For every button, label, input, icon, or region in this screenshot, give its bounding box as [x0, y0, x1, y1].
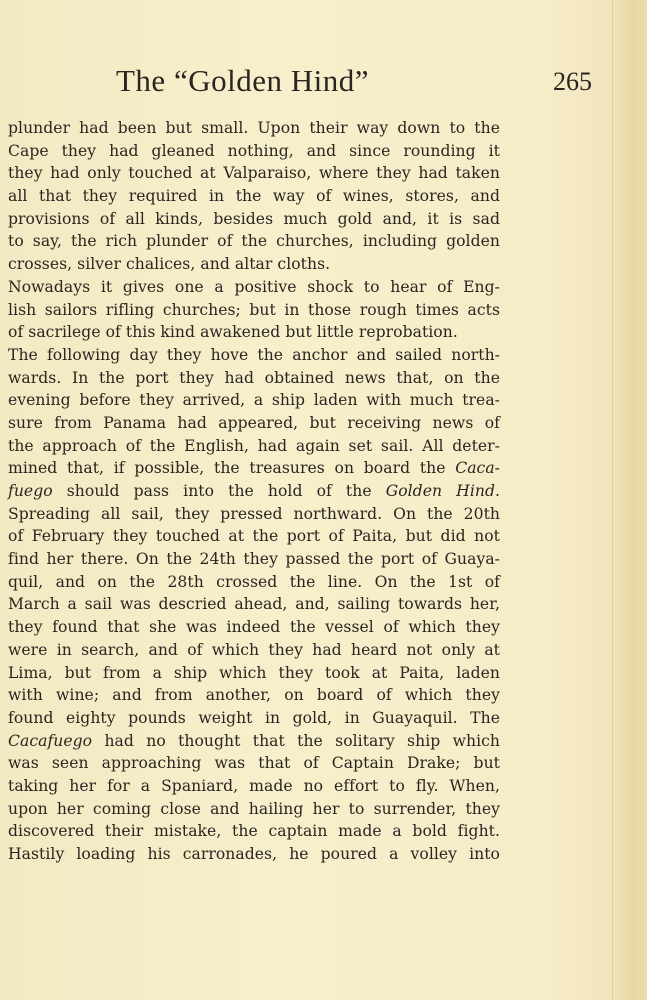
- text-line: discovered their mistake, the captain made a bold fight.: [8, 822, 500, 841]
- text-line: with wine; and from another, on board of which they: [8, 686, 500, 705]
- page-edge: [612, 0, 647, 1000]
- running-title: The “Golden Hind”: [116, 63, 369, 98]
- text-line: Cacafuego had no thought that the solitary ship which: [8, 731, 500, 750]
- text-line: Lima, but from a ship which they took at Paita, laden: [8, 663, 500, 682]
- text-line: upon her coming close and hailing her to surrender, they: [8, 799, 500, 818]
- text-line: of sacrilege of this kind awakened but little reprobation.: [8, 323, 458, 342]
- text-line: they found that she was indeed the vessel of which they: [8, 618, 500, 637]
- text-line: they had only touched at Valparaiso, where they had taken: [8, 164, 500, 183]
- text-line: quil, and on the 28th crossed the line. On the 1st of: [8, 572, 500, 591]
- text-line: of February they touched at the port of Paita, but did not: [8, 527, 500, 546]
- text-line: March a sail was descried ahead, and, sailing towards her,: [8, 595, 500, 614]
- text-line: found eighty pounds weight in gold, in Guayaquil. The: [8, 708, 500, 727]
- page-header: [8, 63, 600, 103]
- text-line: mined that, if possible, the treasures on board the Caca-: [8, 459, 500, 478]
- text-line: evening before they arrived, a ship laden with much trea-: [8, 391, 500, 410]
- text-line: plunder had been but small. Upon their way down to the: [8, 119, 500, 137]
- text-line: Hastily loading his carronades, he poured a volley into: [8, 845, 500, 863]
- text-line: Spreading all sail, they pressed northward. On the 20th: [8, 504, 500, 523]
- text-line: sure from Panama had appeared, but receiving news of: [8, 413, 500, 432]
- text-line: wards. In the port they had obtained news that, on the: [8, 368, 500, 387]
- text-line: Cape they had gleaned nothing, and since rounding it: [8, 141, 500, 160]
- text-line: The following day they hove the anchor and sailed north-: [8, 345, 500, 364]
- text-line: all that they required in the way of wines, stores, and: [8, 187, 500, 206]
- body-text: [8, 117, 500, 866]
- text-line: were in search, and of which they had heard not only at: [8, 640, 500, 659]
- page-number: 265: [553, 67, 592, 96]
- text-line: lish sailors rifling churches; but in those rough times acts: [8, 300, 500, 319]
- text-line: crosses, silver chalices, and altar cloths.: [8, 255, 331, 274]
- text-line: fuego should pass into the hold of the Golden Hind.: [8, 482, 500, 500]
- text-line: taking her for a Spaniard, made no effort to fly. When,: [8, 776, 500, 795]
- text-line: was seen approaching was that of Captain Drake; but: [8, 754, 500, 773]
- text-line: find her there. On the 24th they passed the port of Guaya-: [8, 550, 500, 569]
- text-line: Nowadays it gives one a positive shock to hear of Eng-: [8, 277, 500, 296]
- text-line: the approach of the English, had again set sail. All deter-: [8, 436, 500, 455]
- text-line: provisions of all kinds, besides much gold and, it is sad: [8, 209, 500, 228]
- text-line: to say, the rich plunder of the churches, including golden: [8, 232, 500, 251]
